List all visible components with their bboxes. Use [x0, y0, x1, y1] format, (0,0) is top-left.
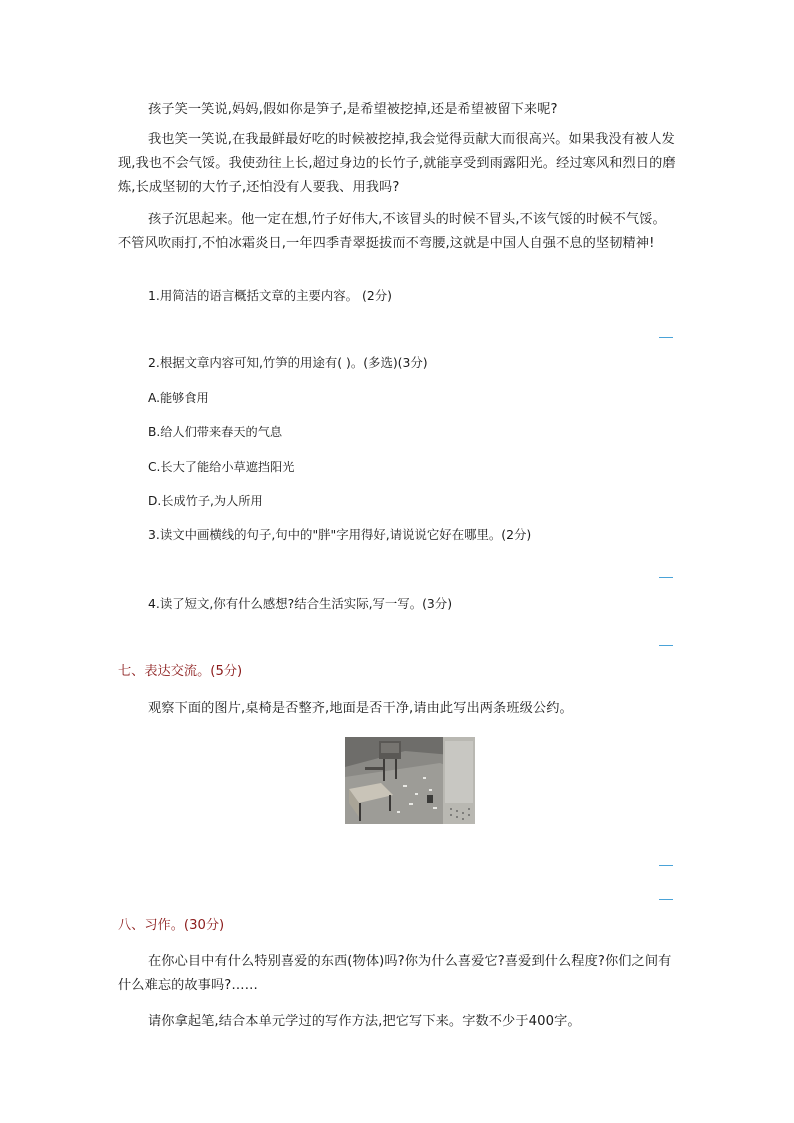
section-7-prompt: 观察下面的图片,桌椅是否整齐,地面是否干净,请由此写出两条班级公约。	[148, 701, 573, 716]
question-2: 2.根据文章内容可知,竹笋的用途有( )。(多选)(3分)	[148, 355, 428, 370]
passage-paragraph-2: 我也笑一笑说,在我最鲜最好吃的时候被挖掉,我会觉得贡献大而很高兴。如果我没有被人发现,我也不会气馁。我使劲往上长,超过身边的长竹子,就能享受到雨露阳光。经过寒风和烈日的磨炼,长成坚韧的大竹子,还怕没有人要我、用我吗?	[118, 132, 676, 195]
question-1: 1.用简洁的语言概括文章的主要内容。 (2分)	[148, 288, 392, 303]
answer-line-q4[interactable]	[659, 645, 673, 646]
question-4: 4.读了短文,你有什么感想?结合生活实际,写一写。(3分)	[148, 596, 453, 611]
section-8-prompt-1: 在你心目中有什么特别喜爱的东西(物体)吗?你为什么喜爱它?喜爱到什么程度?你们之间有什么难忘的故事吗?……	[118, 954, 672, 993]
section-7-heading: 七、表达交流。(5分)	[118, 664, 243, 679]
section-8-heading: 八、习作。(30分)	[118, 918, 225, 933]
answer-line-s7-2[interactable]	[659, 899, 673, 900]
question-2-option-c[interactable]: C.长大了能给小草遮挡阳光	[148, 460, 295, 474]
classroom-photo	[345, 737, 475, 824]
answer-line-q1[interactable]	[659, 337, 673, 338]
answer-line-s7-1[interactable]	[659, 865, 673, 866]
question-3: 3.读文中画横线的句子,句中的"胖"字用得好,请说说它好在哪里。(2分)	[148, 527, 532, 542]
section-8-prompt-2: 请你拿起笔,结合本单元学过的写作方法,把它写下来。字数不少于400字。	[148, 1014, 581, 1029]
question-2-option-d[interactable]: D.长成竹子,为人所用	[148, 494, 263, 508]
answer-line-q3[interactable]	[659, 577, 673, 578]
passage-paragraph-3: 孩子沉思起来。他一定在想,竹子好伟大,不该冒头的时候不冒头,不该气馁的时候不气馁。不管风吹雨打,不怕冰霜炎日,一年四季青翠挺拔而不弯腰,这就是中国人自强不息的坚韧精神!	[118, 212, 666, 251]
classroom-photo-image	[345, 737, 475, 824]
question-2-option-b[interactable]: B.给人们带来春天的气息	[148, 425, 283, 439]
question-2-option-a[interactable]: A.能够食用	[148, 391, 209, 405]
passage-paragraph-1: 孩子笑一笑说,妈妈,假如你是笋子,是希望被挖掉,还是希望被留下来呢?	[148, 102, 558, 117]
